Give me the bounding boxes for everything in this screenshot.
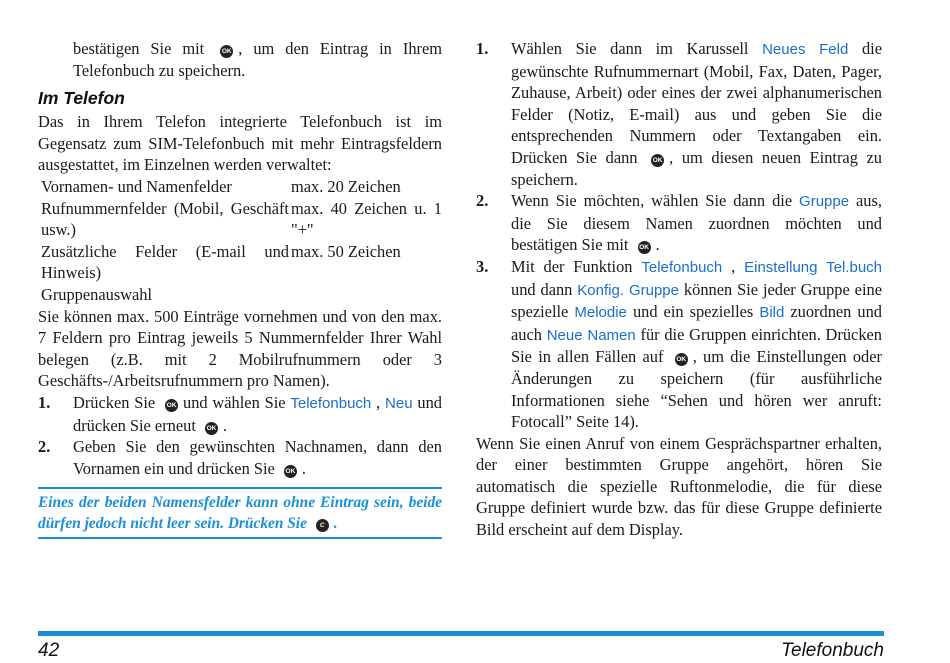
ok-key-icon: OK [165, 399, 178, 412]
step-item [38, 436, 442, 479]
text-run: , [731, 256, 736, 276]
ok-key-icon: OK [675, 353, 688, 366]
section-heading: Im Telefon [38, 88, 125, 109]
step-number: 1. [38, 392, 51, 412]
footer-rule [38, 631, 884, 636]
text-run: und ein spezielles [632, 302, 754, 322]
ok-key-icon: OK [284, 465, 297, 478]
group-call-paragraph: Wenn Sie einen Anruf von einem Gesprächspartner erhalten, der einer bestimmten Gruppe angehört, hören Sie automatisch die spezielle Ruftonmelodie, die für diese Gruppe definiert wurde bzw. das für diese Gruppe definierte Bild erscheint auf dem Display. [476, 433, 882, 540]
ok-key-icon: OK [220, 45, 233, 58]
section-title: Telefonbuch [781, 640, 884, 661]
text-run: Geben Sie den gewünschten Nachnamen, dann den Vornamen ein und drücken Sie [73, 437, 442, 478]
feature-limit: max. 20 Zeichen [291, 176, 401, 196]
text-run: . [301, 458, 307, 478]
text-run: aus, die Sie diesem Namen zuordnen möchten und bestätigen Sie mit [511, 191, 882, 255]
text-run: , um diesen neuen Eintrag zu speichern. [511, 147, 882, 189]
feature-row [38, 198, 442, 241]
text-run: Wählen Sie dann im Karussell [511, 39, 749, 58]
step-item [476, 190, 882, 256]
menu-term: Telefonbuch [641, 258, 723, 276]
menu-term: Gruppe [799, 193, 850, 211]
menu-term: Neue Namen [546, 326, 636, 344]
menu-term: Melodie [574, 304, 627, 322]
page-number: 42 [38, 640, 60, 661]
text-run: bestätigen Sie mit [73, 39, 205, 58]
feature-limit: max. 40 Zeichen u. 1 "+" [291, 198, 442, 240]
text-run: Eines der beiden Namensfelder kann ohne Eintrag sein, beide dürfen jedoch nicht leer sein. Drücken Sie [38, 494, 442, 533]
text-run: können Sie jeder Gruppe eine spezielle [511, 279, 882, 322]
feature-limit [289, 284, 442, 306]
feature-row [38, 241, 442, 284]
clear-key-icon: C [316, 519, 329, 532]
intro-paragraph: Das in Ihrem Telefon integrierte Telefonbuch ist im Gegensatz zum SIM-Telefonbuch mit mehr Eintragsfeldern ausgestattet, im Einzelnen werden verwaltet: [38, 112, 442, 175]
text-run: , um die Einstellungen oder Änderungen zu speichern (für ausführliche Informationen siehe “Sehen und hören wer anruft: Fotocall” Seite 14). [511, 347, 882, 432]
left-steps-list [38, 392, 442, 479]
ok-key-icon: OK [638, 241, 651, 254]
text-run: , [376, 392, 381, 412]
feature-limit: max. 50 Zeichen [291, 241, 401, 261]
feature-table [38, 176, 442, 306]
menu-term: Telefonbuch [290, 394, 372, 412]
feature-field: Vornamen- und Namenfelder [41, 176, 232, 196]
text-run: und dann [511, 279, 573, 299]
feature-field: Gruppenauswahl [41, 284, 153, 304]
feature-row [38, 284, 442, 306]
feature-field: Zusätzliche Felder (E-mail und Hinweis) [41, 241, 289, 283]
step-number: 2. [38, 437, 51, 457]
menu-term: Neues Feld [762, 41, 849, 58]
text-run: für die Gruppen einrichten. Drücken Sie in allen Fällen auf [511, 324, 882, 367]
menu-term: Neu [385, 394, 413, 412]
feature-field: Rufnummernfelder (Mobil, Geschäft usw.) [41, 198, 289, 240]
step-item [38, 392, 442, 436]
step-number: 3. [476, 256, 489, 276]
step-number: 2. [476, 191, 489, 211]
text-run: zuordnen und auch [511, 302, 882, 344]
right-steps-list [476, 38, 882, 433]
menu-term: Bild [759, 304, 785, 322]
left-column [38, 38, 442, 539]
text-run: . [655, 235, 660, 255]
step-number: 1. [476, 39, 489, 58]
feature-row [38, 176, 442, 198]
ok-key-icon: OK [205, 422, 218, 435]
ok-key-icon: OK [651, 154, 664, 167]
text-run: und wählen Sie [183, 392, 286, 412]
text-run: Mit der Funktion [511, 256, 633, 276]
step-item [476, 256, 882, 433]
text-run: . [223, 415, 228, 435]
text-run: Wenn Sie möchten, wählen Sie dann die [511, 191, 793, 211]
right-column [476, 38, 882, 541]
text-run: und drücken Sie erneut [73, 392, 442, 435]
text-run: die gewünschte Rufnummernart (Mobil, Fax, Daten, Pager, Zuhause, Arbeit) oder eines der zwei alphanumerischen Felder (Notiz, E-mail) aus und geben Sie die entsprechenden Nummern oder Textangaben ein. Drücken Sie dann [511, 39, 882, 167]
menu-term: Einstellung Tel.buch [744, 258, 883, 276]
continued-paragraph [38, 38, 442, 81]
step-item [476, 38, 882, 190]
capacity-paragraph: Sie können max. 500 Einträge vornehmen und von den max. 7 Feldern pro Eintrag jeweils 5 Nummernfelder Ihrer Wahl belegen (z.B. mit 2 Mobilrufnummern oder 3 Geschäfts-/Arbeitsrufnummern pro Namen). [38, 306, 442, 391]
text-run: Drücken Sie [73, 392, 156, 412]
text-run: , um den Eintrag in Ihrem Telefonbuch zu speichern. [73, 39, 443, 80]
note-box [38, 487, 442, 539]
text-run: . [333, 515, 338, 533]
menu-term: Konfig. Gruppe [577, 281, 679, 299]
